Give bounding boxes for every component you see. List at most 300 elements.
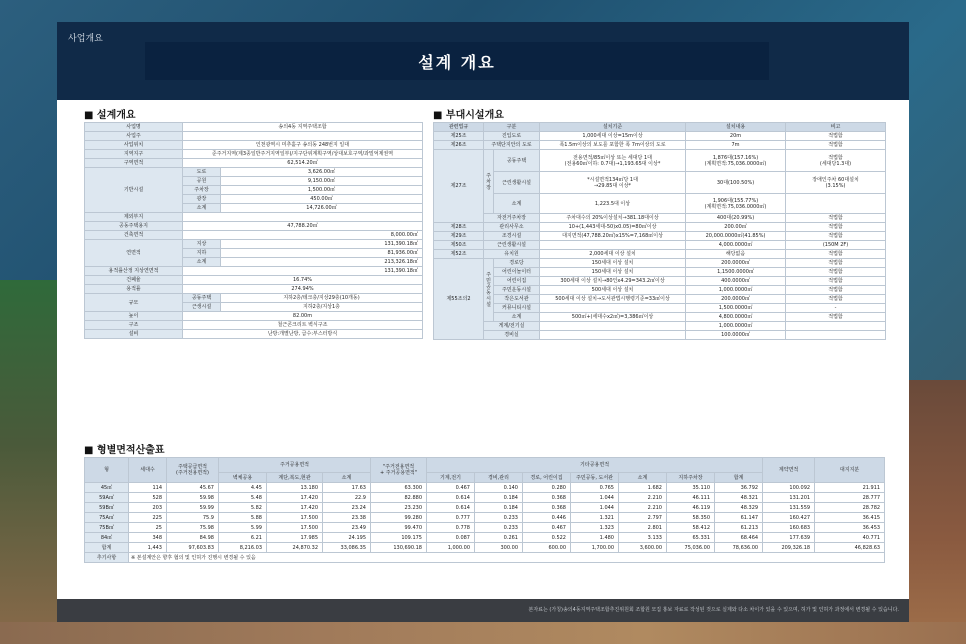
cell-standard: 주차대수의 20%이상설치→381.18대이상 (540, 214, 686, 223)
table-row (85, 294, 423, 303)
cell-total: 300.00 (475, 543, 523, 553)
cell-value: 45.67 (167, 483, 219, 493)
cell-value: 14,726.00㎡ (221, 204, 423, 213)
cell-total: 24,870.32 (267, 543, 323, 553)
cell-value: 28.782 (815, 503, 885, 513)
cell-standard: 150세대 이상 설치 (540, 259, 686, 268)
cell-standard (540, 304, 686, 313)
table-total-row (85, 543, 885, 553)
cell-category: 공동주택 (494, 150, 540, 172)
cell-value: 0.614 (427, 493, 475, 503)
cell-total: 97,603.83 (167, 543, 219, 553)
cell-total: 1,443 (129, 543, 167, 553)
cell-law: 제26조 (434, 141, 484, 150)
column-header: 지하주차장 (667, 473, 715, 483)
cell-value: 65.331 (667, 533, 715, 543)
cell-value: 528 (129, 493, 167, 503)
cell-category: 주택단지안의 도로 (484, 141, 540, 150)
column-header: 비고 (786, 123, 886, 132)
cell-value: 송의4동 지역주택조합 (183, 123, 423, 132)
cell-sublabel: 근생시설 (183, 303, 221, 312)
cell-value: 177.639 (763, 533, 815, 543)
column-header: 기타공용면적 (427, 458, 763, 473)
cell-value: 160.683 (763, 523, 815, 533)
cell-value: 17.500 (267, 513, 323, 523)
cell-label: 건폐율 (85, 276, 183, 285)
cell-value: 13.180 (267, 483, 323, 493)
table-row (434, 141, 886, 150)
cell-content: 1,000.0000㎡ (686, 286, 786, 295)
column-header: 벽체공용 (219, 473, 267, 483)
cell-value: 2.801 (619, 523, 667, 533)
text-line: 적법함 (828, 154, 843, 161)
cell-note: 적법함 (786, 250, 886, 259)
document-panel (57, 22, 909, 622)
cell-standard: 10+(1,443세대-50)x0.05)=80㎡이상 (540, 223, 686, 232)
cell-total: 1,700.00 (571, 543, 619, 553)
column-header: 경비,관리 (475, 473, 523, 483)
table-row (434, 277, 886, 286)
table-row (434, 172, 886, 194)
column-header: 합계 (715, 473, 763, 483)
cell-note: 적법함 (786, 214, 886, 223)
cell-value: 0.614 (427, 503, 475, 513)
cell-note (786, 150, 886, 172)
cell-value: 5.99 (219, 523, 267, 533)
cell-type: 59A㎡ (85, 493, 129, 503)
cell-value: 17.63 (323, 483, 371, 493)
cell-value: 4.45 (219, 483, 267, 493)
cell-law: 제25조 (434, 132, 484, 141)
cell-sublabel: 지하 (183, 249, 221, 258)
column-header (371, 458, 427, 483)
cell-note (786, 322, 886, 331)
cell-value: 0.233 (475, 523, 523, 533)
cell-value: 0.368 (523, 503, 571, 513)
cell-value: 2.210 (619, 503, 667, 513)
cell-type: 75B㎡ (85, 523, 129, 533)
cell-label: 구조 (85, 321, 183, 330)
cell-value: 61.147 (715, 513, 763, 523)
cell-value: 0.467 (427, 483, 475, 493)
table-row (434, 214, 886, 223)
table-row (85, 513, 885, 523)
cell-value: 0.087 (427, 533, 475, 543)
column-header: 소계 (619, 473, 667, 483)
cell-content: 해당없음 (686, 250, 786, 259)
cell-total: 78,636.00 (715, 543, 763, 553)
cell-type: 45㎡ (85, 483, 129, 493)
table-row (434, 304, 886, 313)
design-overview-table (84, 122, 423, 339)
cell-value: 17.420 (267, 493, 323, 503)
area-rows (85, 483, 885, 543)
text-line: *시설면적134㎡당 1대 (587, 176, 638, 183)
cell-value: 131,390.18㎡ (221, 240, 423, 249)
header-bar (57, 22, 909, 100)
table-row (434, 250, 886, 259)
cell-value: 131,390.18㎡ (183, 267, 423, 276)
cell-sublabel: 공원 (183, 177, 221, 186)
cell-category: 커뮤니티시설 (494, 304, 540, 313)
cell-standard (540, 322, 686, 331)
cell-value: 17.500 (267, 523, 323, 533)
cell-category: 어린이놀이터 (494, 268, 540, 277)
cell-value: 36.792 (715, 483, 763, 493)
table-row (85, 483, 885, 493)
table-row (85, 141, 423, 150)
cell-content: 1,000.0000㎡ (686, 322, 786, 331)
cell-value: 철근콘크리트 벽식구조 (183, 321, 423, 330)
cell-group: 주차장 (484, 150, 494, 214)
cell-value: 99.280 (371, 513, 427, 523)
cell-value: 274.94% (183, 285, 423, 294)
table-row (85, 168, 423, 177)
cell-value: 5.82 (219, 503, 267, 513)
cell-value: 지하2층/테크층/지상29층(10개동) (221, 294, 423, 303)
text-line: (주거전용면적) (176, 470, 209, 476)
cell-category: 자전거주차장 (484, 214, 540, 223)
cell-content: 4,800.0000㎡ (686, 313, 786, 322)
cell-value: 0.467 (523, 523, 571, 533)
cell-value: 1.321 (571, 513, 619, 523)
cell-total: 46,828.63 (815, 543, 885, 553)
cell-content: 30대(100.50%) (686, 172, 786, 194)
table-row (85, 159, 423, 168)
cell-value: 348 (129, 533, 167, 543)
cell-value: 0.368 (523, 493, 571, 503)
cell-value: 5.48 (219, 493, 267, 503)
cell-value: 23.230 (371, 503, 427, 513)
cell-content: 20m (686, 132, 786, 141)
table-remark-row (85, 553, 885, 563)
table-row (85, 503, 885, 513)
text-line: 1,876대(157.16%) (712, 154, 759, 161)
cell-value: 0.184 (475, 493, 523, 503)
table-row (85, 321, 423, 330)
cell-content (686, 194, 786, 214)
cell-note: 적법함 (786, 259, 886, 268)
cell-standard: 500㎡+(세대수x2㎡)=3,386㎡이상 (540, 313, 686, 322)
cell-content: 7m (686, 141, 786, 150)
column-header: 주거공용면적 (219, 458, 371, 473)
cell-value: 8,000.00㎡ (183, 231, 423, 240)
table-row (85, 533, 885, 543)
cell-standard: 대지면적(47,788.20㎡)x15%=7,168㎡이상 (540, 232, 686, 241)
cell-value: 58.412 (667, 523, 715, 533)
cell-group: 주민공동시설 (484, 259, 494, 322)
cell-value: 36.415 (815, 513, 885, 523)
cell-note: - (786, 304, 886, 313)
background-coastal-rocks-right (908, 380, 966, 644)
cell-label: 규모 (85, 294, 183, 312)
cell-value: 16.74% (183, 276, 423, 285)
column-header: 계단,복도,현관 (267, 473, 323, 483)
cell-value: 114 (129, 483, 167, 493)
cell-value: 지하2층/지상1층 (221, 303, 423, 312)
table-row (85, 150, 423, 159)
cell-content: 4,000.0000㎡ (686, 241, 786, 250)
cell-total: 600.00 (523, 543, 571, 553)
cell-note: 적법함 (786, 268, 886, 277)
cell-category: 주민운동시설 (494, 286, 540, 295)
cell-value: 109.175 (371, 533, 427, 543)
cell-type: 84㎡ (85, 533, 129, 543)
cell-note: 적법함 (786, 277, 886, 286)
cell-note (786, 194, 886, 214)
cell-category: 경로당 (494, 259, 540, 268)
column-header: 세대수 (129, 458, 167, 483)
text-line: →29.85대 이상* (593, 182, 632, 189)
area-calculation-table (84, 457, 885, 563)
cell-label: 제외부지 (85, 213, 183, 222)
column-header: 기계,전기 (427, 473, 475, 483)
cell-value: 23.49 (323, 523, 371, 533)
cell-standard (540, 150, 686, 172)
cell-label: 공동주택용지 (85, 222, 183, 231)
cell-label: 기반시설 (85, 168, 183, 213)
cell-note: 적법함 (786, 286, 886, 295)
background-coastal-rocks-left (0, 280, 60, 644)
cell-standard: 폭1.5m이상의 보도를 포함한 폭 7m이상의 도로 (540, 141, 686, 150)
cell-value: 61.213 (715, 523, 763, 533)
cell-category: 소계 (494, 313, 540, 322)
cell-value: 36.453 (815, 523, 885, 533)
cell-value: 22.9 (323, 493, 371, 503)
cell-value: 17.985 (267, 533, 323, 543)
table-row (434, 313, 886, 322)
cell-value: 62,514.20㎡ (183, 159, 423, 168)
table-row (85, 312, 423, 321)
footer-disclaimer: 본자료는 (가칭)송의4동지역주택조합추진위원회 조합원 모집 홍보 자료로 작성된 것으로 실제와 다소 차이가 있을 수 있으며, 허가 및 인허가 과정에서 변경될 수 있습니다. (528, 607, 899, 613)
text-line: (전용60㎡이하: 0.7대)→1,193.65대 이상* (564, 160, 661, 167)
table-header-row (85, 458, 885, 473)
cell-value: 0.280 (523, 483, 571, 493)
table-row (85, 231, 423, 240)
cell-label: 건축면적 (85, 231, 183, 240)
text-line: + 주거공용면적" (379, 470, 418, 476)
cell-content: 20,000.0000㎡(41.85%) (686, 232, 786, 241)
cell-sublabel: 도로 (183, 168, 221, 177)
cell-content: 1,500.0000㎡ (686, 304, 786, 313)
cell-total: 209,326.18 (763, 543, 815, 553)
table-row (434, 223, 886, 232)
cell-category: 경비실 (484, 331, 540, 340)
cell-label: 지역지구 (85, 150, 183, 159)
cell-value: 58.350 (667, 513, 715, 523)
cell-value: 81,936.00㎡ (221, 249, 423, 258)
cell-remark-label: 추기사항 (85, 553, 129, 563)
cell-category: 소계 (494, 194, 540, 214)
cell-content: 100.0000㎡ (686, 331, 786, 340)
table-row (85, 285, 423, 294)
text-line: (계획면적:75,036.0000㎡) (704, 160, 767, 167)
cell-value: 0.140 (475, 483, 523, 493)
cell-category: 유치원 (484, 250, 540, 259)
cell-sublabel: 소계 (183, 258, 221, 267)
column-header: 주민공동, 도서관 (571, 473, 619, 483)
text-line: "주거전용면적 (382, 464, 415, 470)
table-row (434, 286, 886, 295)
cell-value: 99.470 (371, 523, 427, 533)
cell-value: 48.321 (715, 493, 763, 503)
background-rocks-bottom (0, 622, 966, 644)
column-header: 관련법규 (434, 123, 484, 132)
table-row (434, 268, 886, 277)
column-header: 형 (85, 458, 129, 483)
text-line: 장애인주차 60대설치 (812, 176, 859, 183)
cell-law: 제28조 (434, 223, 484, 232)
cell-type: 75A㎡ (85, 513, 129, 523)
text-line: 주택공급면적 (178, 464, 207, 470)
cell-note: (150M 2F) (786, 241, 886, 250)
table-row (434, 194, 886, 214)
cell-value: 3.133 (619, 533, 667, 543)
cell-value: 225 (129, 513, 167, 523)
cell-value: 82.00m (183, 312, 423, 321)
column-header: 설치내용 (686, 123, 786, 132)
cell-value: 46.119 (667, 503, 715, 513)
footer-bar (57, 599, 909, 622)
cell-standard: 2,000세대 이상 설치 (540, 250, 686, 259)
cell-note: 적법함 (786, 295, 886, 304)
cell-standard: 300세대 이상 설치→80인x4.29=343.2㎡이상 (540, 277, 686, 286)
cell-value: 1.044 (571, 503, 619, 513)
cell-sublabel: 지상 (183, 240, 221, 249)
cell-value (183, 132, 423, 141)
cell-value: 0.233 (475, 513, 523, 523)
cell-law: 제27조 (434, 150, 484, 223)
cell-value: 1.044 (571, 493, 619, 503)
text-line: (계획면적:75,036.0000㎡) (704, 203, 767, 210)
design-overview-title: ■ 설계개요 (84, 110, 136, 121)
cell-total: 33,086.35 (323, 543, 371, 553)
table-row (434, 259, 886, 268)
cell-content: 400대(20.99%) (686, 214, 786, 223)
cell-value: 1.323 (571, 523, 619, 533)
cell-value: 0.777 (427, 513, 475, 523)
page-title: 설계 개요 (145, 42, 769, 80)
cell-value: 28.777 (815, 493, 885, 503)
cell-value: 0.778 (427, 523, 475, 533)
cell-sublabel: 공동주택 (183, 294, 221, 303)
text-line: (세대당1.3대) (819, 160, 852, 167)
cell-value: 131.201 (763, 493, 815, 503)
cell-content: 200.0000㎡ (686, 259, 786, 268)
table-row (434, 132, 886, 141)
table-row (434, 232, 886, 241)
cell-value: 9,150.00㎡ (221, 177, 423, 186)
cell-standard (540, 241, 686, 250)
cell-total: 75,036.00 (667, 543, 715, 553)
cell-value: 213,326.18㎡ (221, 258, 423, 267)
cell-value: 23.24 (323, 503, 371, 513)
cell-value (183, 213, 423, 222)
cell-value: 75.98 (167, 523, 219, 533)
table-row (85, 276, 423, 285)
cell-note: 적법함 (786, 232, 886, 241)
cell-law: 제29조 (434, 232, 484, 241)
cell-total: 8,216.03 (219, 543, 267, 553)
cell-content: 400.0000㎡ (686, 277, 786, 286)
cell-value: 160.427 (763, 513, 815, 523)
cell-remark: ※ 본설계안은 향후 협의 및 인허가 진행시 변경될 수 있음 (129, 553, 885, 563)
cell-value: 준주거지역(제3종일반주거지역일부)/지구단위계획구역/상대보호구역/과밀억제권역 (183, 150, 423, 159)
area-calculation-title: ■ 형별면적산출표 (84, 445, 165, 456)
cell-standard: 500세대 이상 설치 (540, 286, 686, 295)
cell-label: 구역면적 (85, 159, 183, 168)
cell-value: 23.38 (323, 513, 371, 523)
cell-category: 작은도서관 (494, 295, 540, 304)
cell-law: 제50조 (434, 241, 484, 250)
cell-label: 높이 (85, 312, 183, 321)
cell-value: 46.111 (667, 493, 715, 503)
text-line: 1,906대(155.77%) (712, 197, 759, 204)
cell-value: 17.420 (267, 503, 323, 513)
column-header: 구분 (484, 123, 540, 132)
cell-value: 48.329 (715, 503, 763, 513)
table-row (85, 523, 885, 533)
table-row (434, 241, 886, 250)
cell-value: 100.092 (763, 483, 815, 493)
cell-value: 0.184 (475, 503, 523, 513)
cell-value: 63.300 (371, 483, 427, 493)
text-line: (3.15%) (825, 182, 846, 189)
cell-value: 1.480 (571, 533, 619, 543)
column-header: 경로, 어린이집 (523, 473, 571, 483)
table-row (85, 493, 885, 503)
cell-value: 0.261 (475, 533, 523, 543)
cell-content (686, 150, 786, 172)
cell-label: 설비 (85, 330, 183, 339)
cell-value: 59.98 (167, 493, 219, 503)
cell-category: 어린이집 (494, 277, 540, 286)
cell-note (786, 331, 886, 340)
cell-value: 6.21 (219, 533, 267, 543)
cell-value: 21.911 (815, 483, 885, 493)
cell-value: 0.446 (523, 513, 571, 523)
table-row (85, 240, 423, 249)
table-row (85, 267, 423, 276)
column-header: 소계 (323, 473, 371, 483)
cell-standard: 150세대 이상 설치 (540, 268, 686, 277)
table-row (85, 132, 423, 141)
cell-label: 사업명 (85, 123, 183, 132)
cell-standard (540, 331, 686, 340)
cell-content: 200.00㎡ (686, 223, 786, 232)
table-row (85, 123, 423, 132)
cell-value: 203 (129, 503, 167, 513)
table-row (434, 150, 886, 172)
cell-category: 근린생활시설 (484, 241, 540, 250)
cell-value: 2.797 (619, 513, 667, 523)
column-header: 계약면적 (763, 458, 815, 483)
cell-value: 0.522 (523, 533, 571, 543)
cell-law: 제55조의2 (434, 259, 484, 340)
cell-value: 3,626.00㎡ (221, 168, 423, 177)
table-row (85, 222, 423, 231)
cell-category: 근린생활시설 (494, 172, 540, 194)
table-row (434, 331, 886, 340)
cell-value: 68.464 (715, 533, 763, 543)
cell-note (786, 172, 886, 194)
cell-note: 적법함 (786, 132, 886, 141)
cell-value: 40.771 (815, 533, 885, 543)
cell-value: 25 (129, 523, 167, 533)
cell-value: 131.559 (763, 503, 815, 513)
section-label: 사업개요 (68, 34, 103, 44)
cell-content: 200.0000㎡ (686, 295, 786, 304)
